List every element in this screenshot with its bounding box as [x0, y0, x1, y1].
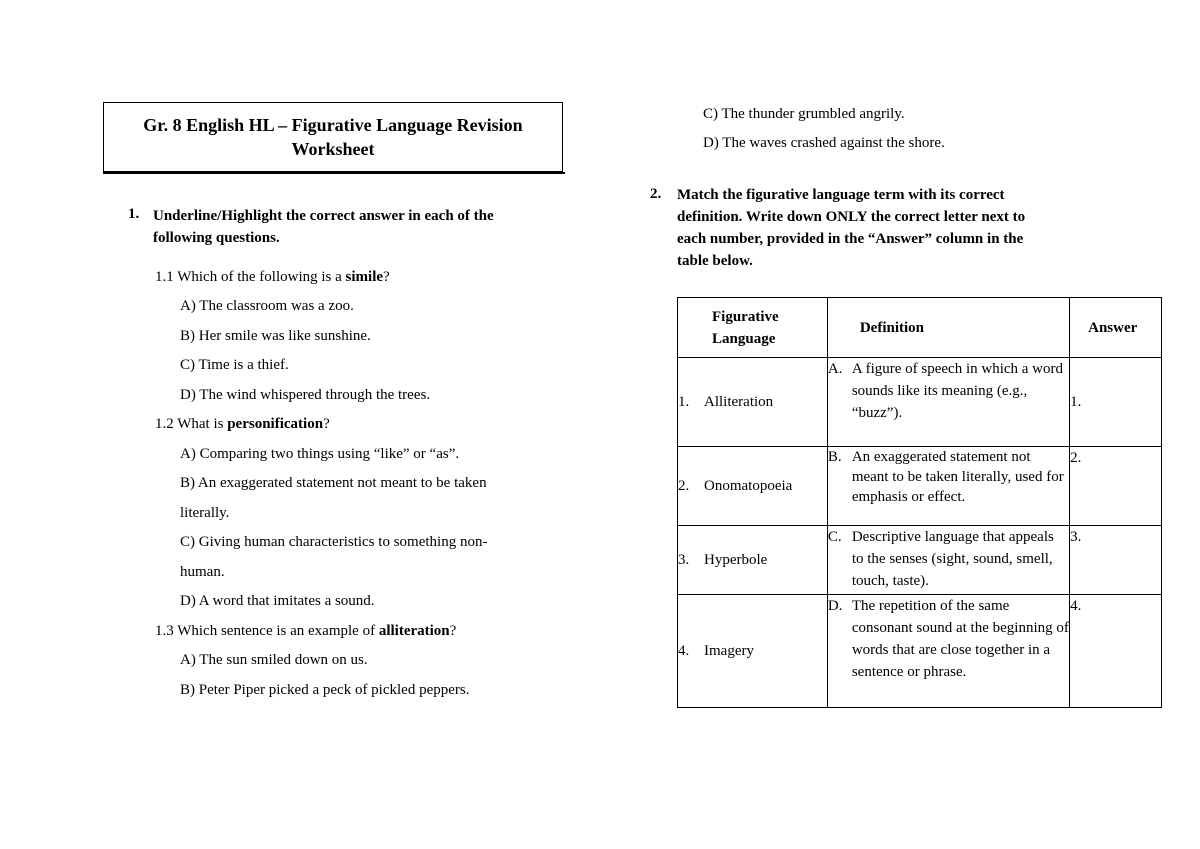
question-1-1: 1.1 Which of the following is a simile?: [155, 269, 390, 285]
term-cell: 3. Hyperbole: [678, 526, 828, 595]
header-answer: Answer: [1070, 298, 1162, 358]
question-2-number: 2.: [650, 186, 662, 202]
definition-cell: A. A figure of speech in which a word sounds like its meaning (e.g., “buzz”).: [827, 358, 1069, 447]
table-row: [678, 447, 1162, 526]
question-2-instruction: Match the figurative language term with its correct definition. Write down ONLY the correct letter next to each number, provided in the “Answer” column in the table below.: [677, 187, 1026, 269]
answer-cell[interactable]: 4.: [1070, 595, 1162, 708]
table-row: [678, 595, 1162, 708]
option-1-2-a[interactable]: A) Comparing two things using “like” or “as”.: [180, 446, 460, 462]
answer-cell[interactable]: 1.: [1070, 358, 1162, 447]
term-cell: 2. Onomatopoeia: [678, 447, 828, 526]
question-1-instruction: Underline/Highlight the correct answer in each of the following questions.: [153, 208, 494, 246]
option-1-2-d[interactable]: D) A word that imitates a sound.: [180, 593, 375, 609]
option-1-2-c[interactable]: C) Giving human characteristics to something non-: [180, 534, 488, 550]
question-1-3: 1.3 Which sentence is an example of alliteration?: [155, 623, 457, 639]
option-1-1-c[interactable]: C) Time is a thief.: [180, 357, 289, 373]
option-1-1-d[interactable]: D) The wind whispered through the trees.: [180, 387, 431, 403]
table-row: [678, 526, 1162, 595]
option-1-2-b[interactable]: B) An exaggerated statement not meant to be taken: [180, 475, 487, 491]
option-1-1-a[interactable]: A) The classroom was a zoo.: [180, 298, 354, 314]
header-figurative-language: Figurative Language: [678, 298, 828, 358]
option-1-3-b[interactable]: B) Peter Piper picked a peck of pickled peppers.: [180, 682, 470, 698]
term-cell: 4. Imagery: [678, 595, 828, 708]
definition-cell: D. The repetition of the same consonant sound at the beginning of words that are close together in a sentence or phrase.: [827, 595, 1069, 708]
answer-cell[interactable]: 2.: [1070, 447, 1162, 526]
question-1-number: 1.: [128, 206, 140, 222]
option-1-3-c[interactable]: C) The thunder grumbled angrily.: [703, 106, 905, 122]
option-1-2-b-cont[interactable]: literally.: [180, 505, 230, 521]
option-1-3-d[interactable]: D) The waves crashed against the shore.: [703, 135, 945, 151]
table-header-row: [678, 298, 1162, 358]
title-divider: [103, 172, 565, 174]
worksheet-title: Gr. 8 English HL – Figurative Language Revision Worksheet: [103, 102, 563, 172]
term-cell: 1. Alliteration: [678, 358, 828, 447]
definition-cell: B. An exaggerated statement not meant to be taken literally, used for emphasis or effect.: [827, 447, 1069, 526]
option-1-2-c-cont[interactable]: human.: [180, 564, 225, 580]
answer-cell[interactable]: 3.: [1070, 526, 1162, 595]
matching-table: [677, 297, 1162, 708]
question-1-2: 1.2 What is personification?: [155, 416, 330, 432]
option-1-3-a[interactable]: A) The sun smiled down on us.: [180, 652, 368, 668]
table-row: [678, 358, 1162, 447]
definition-cell: C. Descriptive language that appeals to the senses (sight, sound, smell, touch, taste).: [827, 526, 1069, 595]
option-1-1-b[interactable]: B) Her smile was like sunshine.: [180, 328, 371, 344]
header-definition: Definition: [827, 298, 1069, 358]
